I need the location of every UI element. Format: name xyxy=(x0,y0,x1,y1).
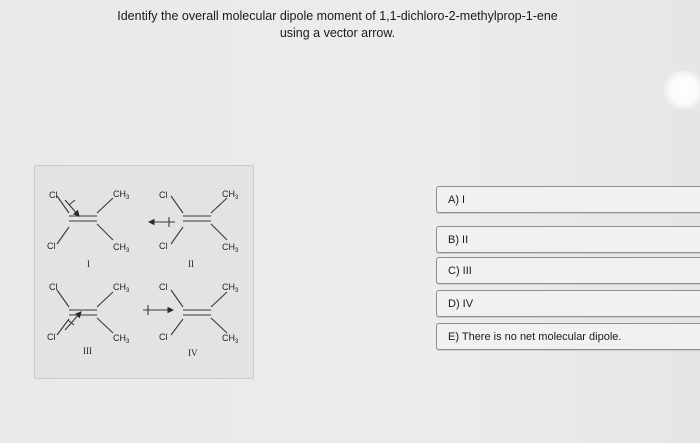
option-a[interactable] xyxy=(436,186,700,213)
subscript-3: 3 xyxy=(235,248,239,254)
atom-cl: Cl xyxy=(159,332,168,342)
atom-ch3: CH xyxy=(222,189,235,199)
structure-i xyxy=(47,189,130,269)
atom-cl: Cl xyxy=(49,190,58,200)
atom-ch3: CH xyxy=(113,282,126,292)
option-label: A) I xyxy=(448,194,466,206)
structure-iii xyxy=(47,282,130,356)
structure-number: I xyxy=(87,259,90,269)
subscript-3: 3 xyxy=(235,195,239,201)
atom-ch3: CH xyxy=(222,333,235,343)
svg-text:CH3 xyxy=(222,333,239,345)
structure-number: III xyxy=(83,346,92,356)
atom-cl: Cl xyxy=(159,282,168,292)
atom-cl: Cl xyxy=(47,241,56,251)
atom-ch3: CH xyxy=(222,282,235,292)
structure-number: II xyxy=(188,259,194,269)
question-text xyxy=(110,8,565,42)
atom-cl: Cl xyxy=(47,332,56,342)
subscript-3: 3 xyxy=(126,339,130,345)
structure-ii xyxy=(149,189,239,269)
molecule-drawings xyxy=(35,166,253,378)
subscript-3: 3 xyxy=(126,248,130,254)
option-label: E) There is no net molecular dipole. xyxy=(448,331,622,343)
subscript-3: 3 xyxy=(126,288,130,294)
option-b[interactable] xyxy=(436,226,700,253)
atom-ch3: CH xyxy=(113,242,126,252)
structure-number: IV xyxy=(188,348,198,358)
atom-cl: Cl xyxy=(49,282,58,292)
option-e[interactable] xyxy=(436,323,700,350)
subscript-3: 3 xyxy=(235,288,239,294)
atom-cl: Cl xyxy=(159,241,168,251)
option-label: C) III xyxy=(448,265,472,277)
svg-text:CH3 xyxy=(113,189,130,201)
atom-ch3: CH xyxy=(113,333,126,343)
svg-text:CH3 xyxy=(113,282,130,294)
svg-text:CH3 xyxy=(113,242,130,254)
camera-glare xyxy=(662,70,700,110)
svg-text:CH3 xyxy=(222,189,239,201)
option-label: D) IV xyxy=(448,298,474,310)
svg-text:CH3 xyxy=(113,333,130,345)
question-line-2: using a vector arrow. xyxy=(279,26,396,40)
atom-ch3: CH xyxy=(113,189,126,199)
option-d[interactable] xyxy=(436,290,700,317)
subscript-3: 3 xyxy=(235,339,239,345)
atom-ch3: CH xyxy=(222,242,235,252)
option-label: B) II xyxy=(448,234,469,246)
svg-text:CH3 xyxy=(222,242,239,254)
subscript-3: 3 xyxy=(126,195,130,201)
structure-iv xyxy=(143,282,239,358)
svg-text:CH3 xyxy=(222,282,239,294)
atom-cl: Cl xyxy=(159,190,168,200)
molecule-figure xyxy=(34,165,254,379)
question-line-1: Identify the overall molecular dipole moment of 1,1-dichloro-2-methylprop-1-ene xyxy=(117,9,558,23)
option-c[interactable] xyxy=(436,257,700,284)
